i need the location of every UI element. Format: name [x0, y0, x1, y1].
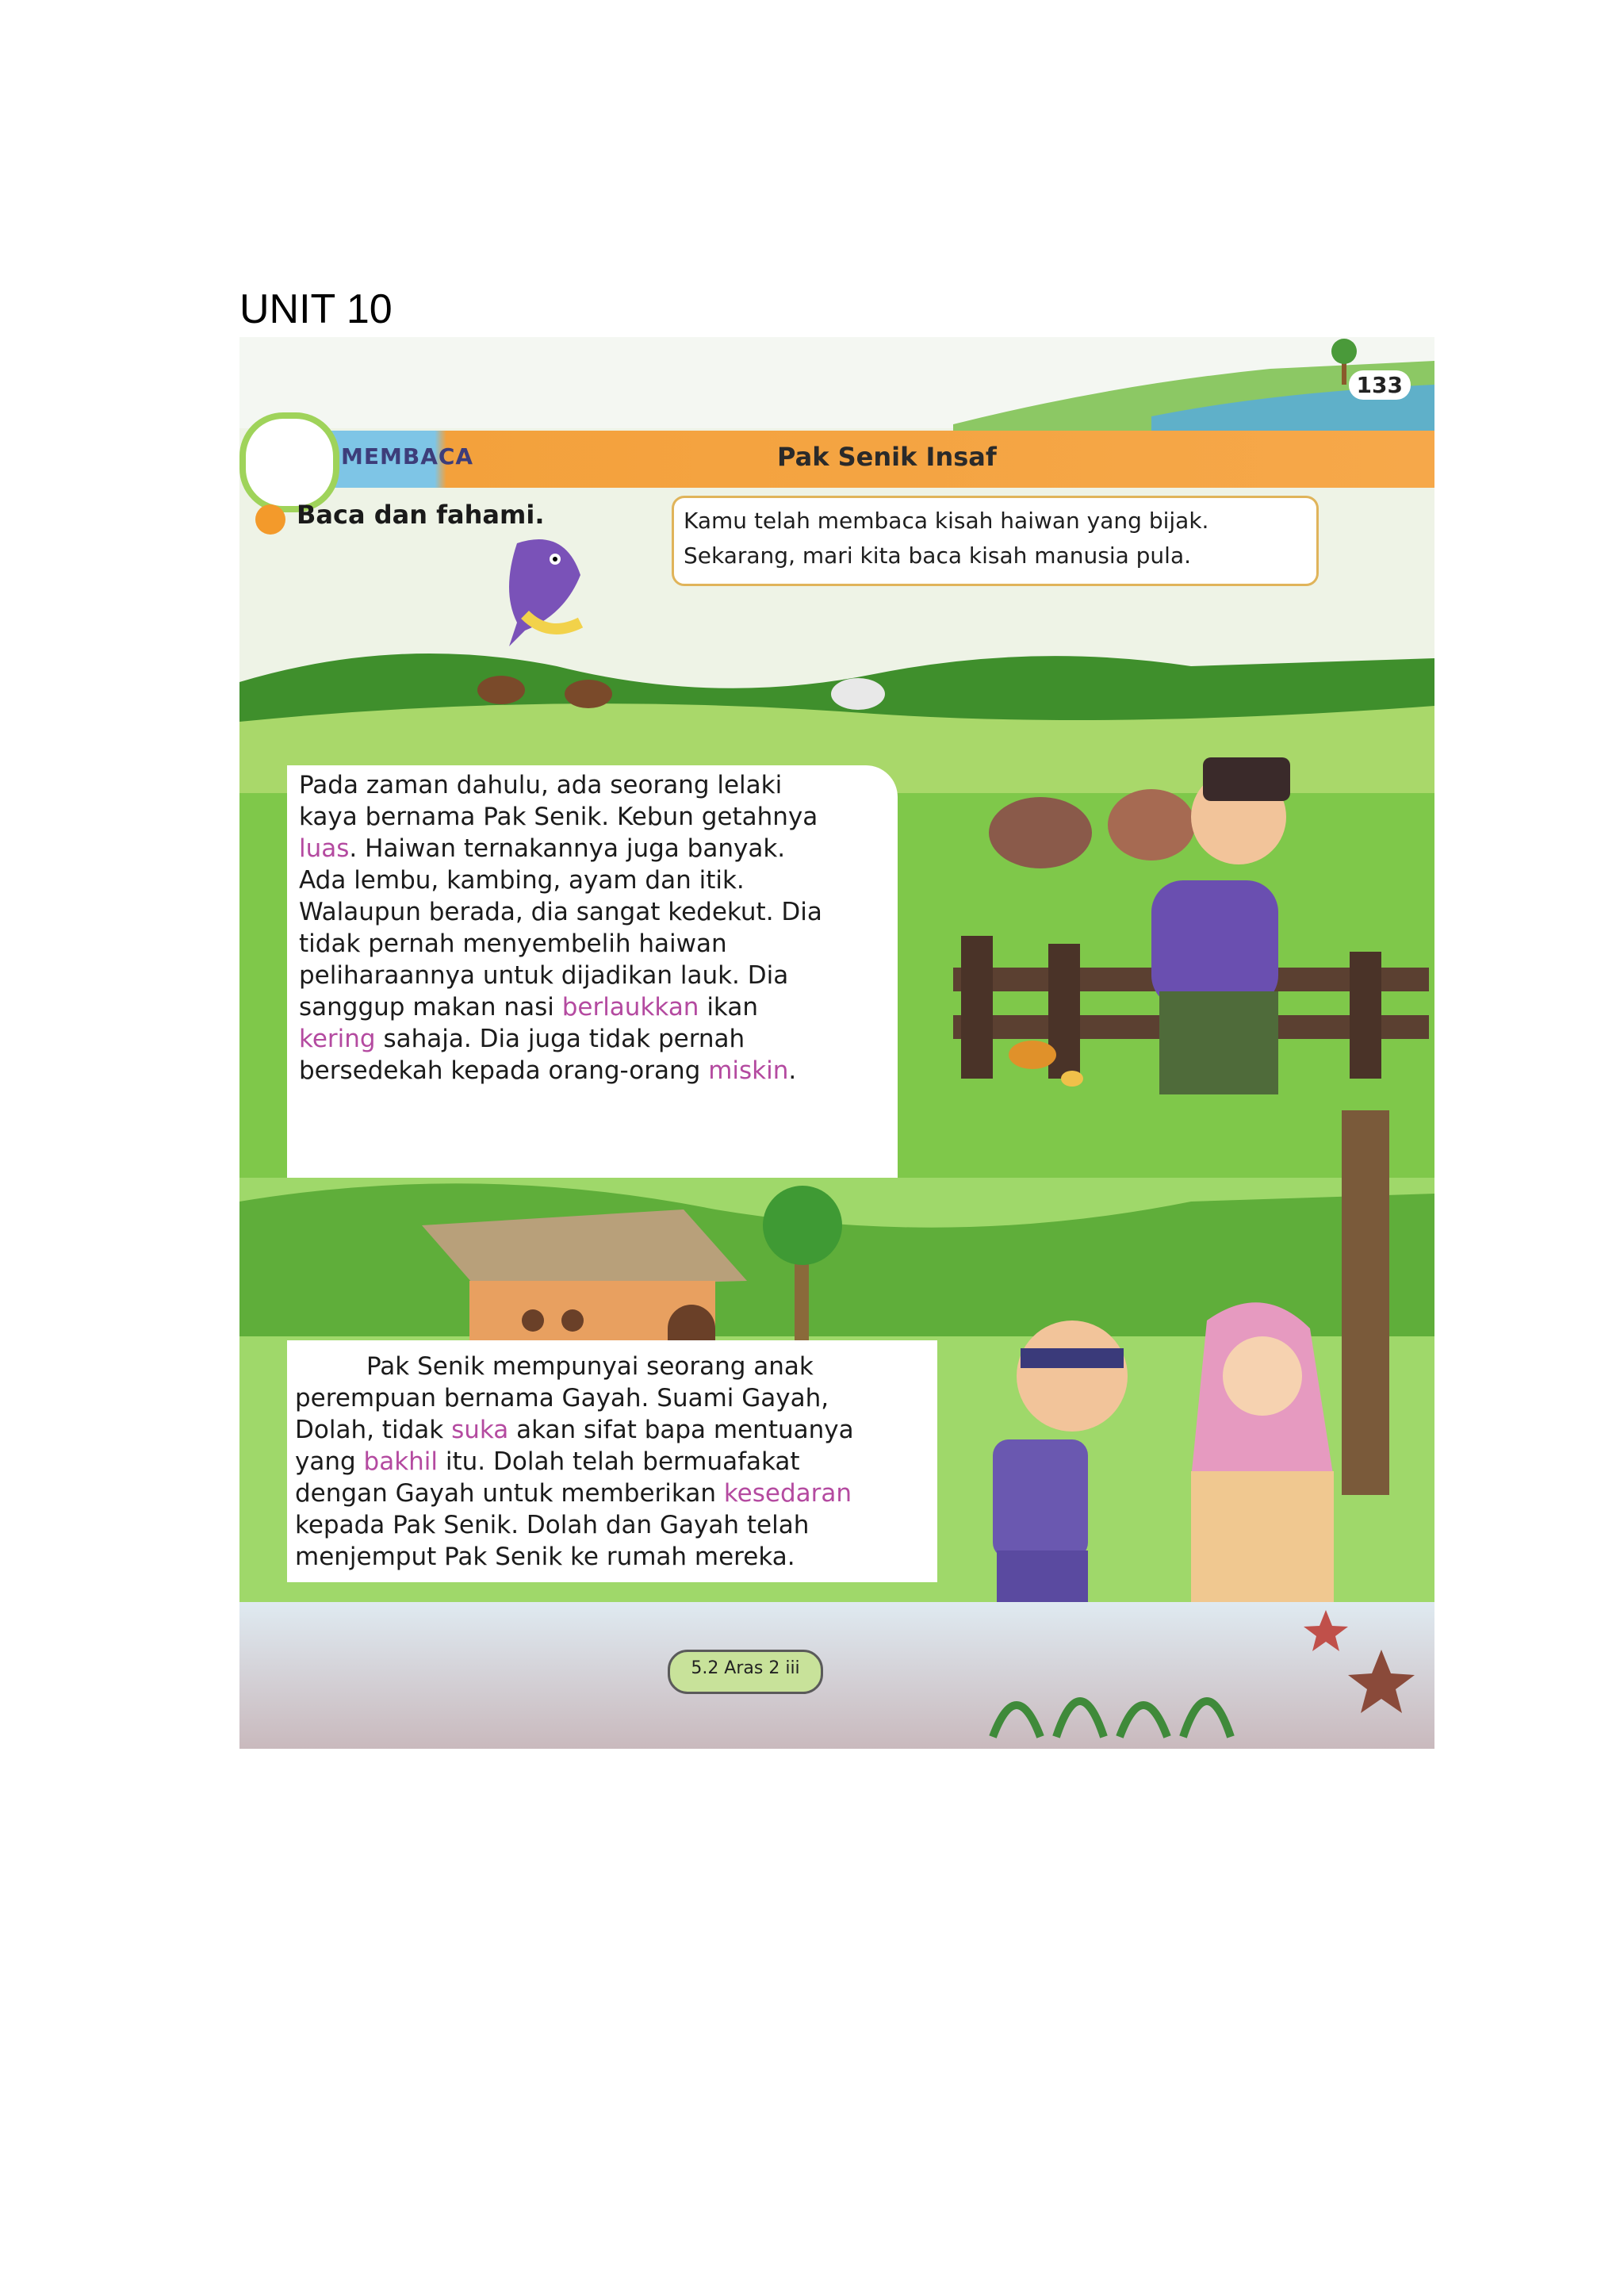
vocab-highlight: kering: [299, 1025, 376, 1053]
seaweed-starfish-illustration: [239, 1602, 1434, 1749]
section-label: MEMBACA: [341, 443, 474, 470]
instruction-text: Baca dan fahami.: [297, 500, 545, 530]
section-banner: [285, 431, 1434, 488]
p1-text: bersedekah kepada orang-orang: [299, 1056, 709, 1085]
p2-line: menjemput Pak Senik ke rumah mereka.: [295, 1543, 795, 1571]
p1-text: ikan: [699, 993, 758, 1022]
p1-line: Ada lembu, kambing, ayam dan itik.: [299, 866, 745, 895]
p1-line: kaya bernama Pak Senik. Kebun getahnya: [299, 803, 818, 831]
speech-callout: [672, 496, 1319, 586]
callout-line-1: Kamu telah membaca kisah haiwan yang bijak.: [684, 508, 1209, 534]
p2-line: [295, 1478, 854, 1509]
vocab-highlight: bakhil: [363, 1447, 439, 1476]
skill-code-text: 5.2 Aras 2 iii: [691, 1658, 800, 1678]
p1-text: sanggup makan nasi: [299, 993, 562, 1022]
callout-line-2: Sekarang, mari kita baca kisah manusia pula.: [684, 542, 1192, 569]
p1-line: Pada zaman dahulu, ada seorang lelaki: [299, 771, 783, 799]
character-logo-icon: [239, 412, 339, 512]
p2-line: kepada Pak Senik. Dolah dan Gayah telah: [295, 1511, 810, 1539]
p1-line: Walaupun berada, dia sangat kedekut. Dia: [299, 898, 822, 926]
p2-text: akan sifat bapa mentuanya: [508, 1416, 854, 1444]
p1-line: tidak pernah menyembelih haiwan: [299, 930, 727, 958]
p1-line: [299, 1055, 822, 1087]
p1-text: sahaja. Dia juga tidak pernah: [375, 1025, 745, 1053]
vocab-highlight: kesedaran: [723, 1479, 852, 1508]
unit-heading: UNIT 10: [239, 286, 393, 332]
bullet-icon: [255, 504, 285, 535]
story-title: Pak Senik Insaf: [777, 442, 997, 472]
p2-text: itu. Dolah telah bermuafakat: [438, 1447, 800, 1476]
paragraph-1: [299, 769, 822, 1087]
p1-line: [299, 1023, 822, 1055]
vocab-highlight: berlaukkan: [561, 993, 699, 1022]
paragraph-2: [295, 1351, 854, 1573]
textbook-page: [239, 337, 1434, 1749]
bottom-decoration: [239, 1602, 1434, 1749]
skill-code-badge: [668, 1650, 823, 1694]
page-number: 133: [1349, 370, 1411, 400]
vocab-highlight: miskin: [708, 1056, 789, 1085]
p1-line: [299, 991, 822, 1023]
p1-text: .: [788, 1056, 797, 1085]
p1-text: . Haiwan ternakannya juga banyak.: [349, 834, 786, 863]
p1-line: peliharaannya untuk dijadikan lauk. Dia: [299, 961, 789, 990]
p2-line: perempuan bernama Gayah. Suami Gayah,: [295, 1384, 829, 1412]
p2-text: yang: [295, 1447, 364, 1476]
p1-line: [299, 833, 822, 864]
vocab-highlight: suka: [451, 1416, 509, 1444]
p2-text: Dolah, tidak: [295, 1416, 452, 1444]
p2-line: Pak Senik mempunyai seorang anak: [366, 1352, 814, 1381]
p2-text: dengan Gayah untuk memberikan: [295, 1479, 724, 1508]
top-island-illustration: [239, 337, 1434, 432]
p2-line: [295, 1414, 854, 1446]
vocab-highlight: luas: [299, 834, 350, 863]
p2-line: [295, 1446, 854, 1478]
